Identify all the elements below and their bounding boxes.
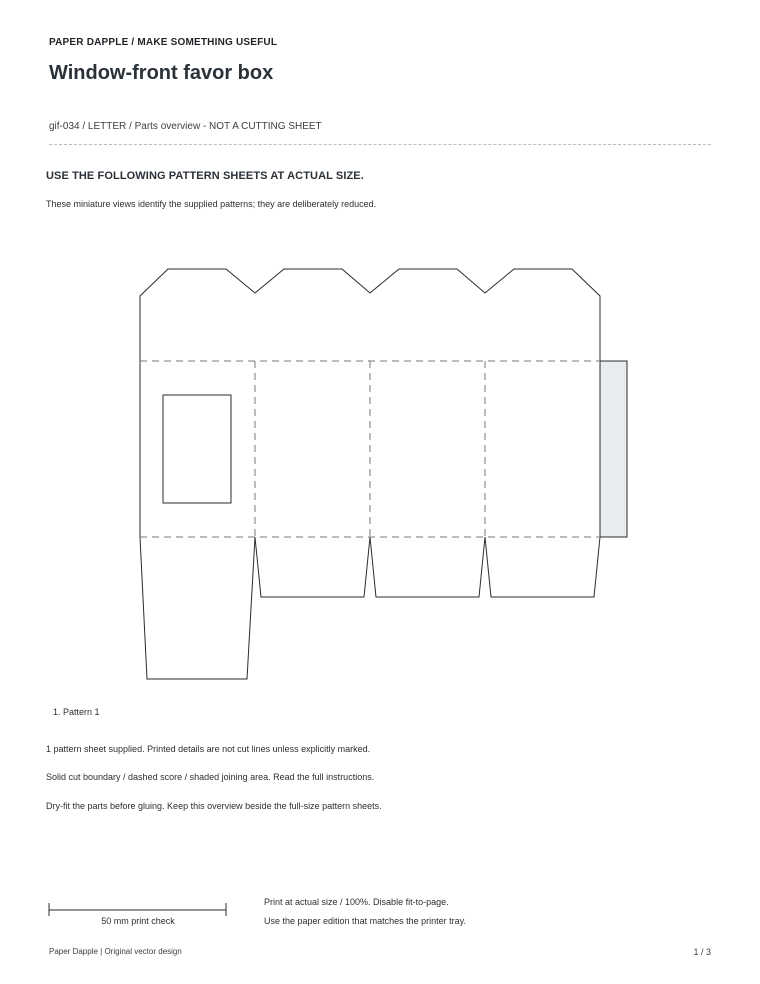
pattern-caption: 1. Pattern 1 (53, 707, 100, 717)
note-line-legend: Solid cut boundary / dashed score / shaded joining area. Read the full instructions. (46, 772, 375, 782)
glue-tab (600, 361, 627, 537)
note-sheets-supplied: 1 pattern sheet supplied. Printed details are not cut lines unless explicitly marked. (46, 744, 371, 754)
page-title: Window-front favor box (49, 62, 274, 84)
footer-credit: Paper Dapple | Original vector design (49, 947, 182, 956)
window-cutout (163, 395, 231, 503)
scale-bar-label: 50 mm print check (101, 916, 175, 926)
print-instruction-paper: Use the paper edition that matches the printer tray. (264, 916, 466, 926)
print-instruction-size: Print at actual size / 100%. Disable fit-to-page. (264, 897, 449, 907)
brand-line: PAPER DAPPLE / MAKE SOMETHING USEFUL (49, 37, 278, 48)
page-number: 1 / 3 (693, 947, 711, 957)
section-intro: These miniature views identify the supplied patterns; they are deliberately reduced. (46, 199, 377, 209)
section-heading: USE THE FOLLOWING PATTERN SHEETS AT ACTUAL SIZE. (46, 170, 364, 182)
document-meta: gif-034 / LETTER / Parts overview - NOT A CUTTING SHEET (49, 121, 322, 132)
note-dry-fit: Dry-fit the parts before gluing. Keep this overview beside the full-size pattern sheets. (46, 801, 382, 811)
scale-bar (46, 900, 230, 916)
score-lines (140, 361, 600, 537)
